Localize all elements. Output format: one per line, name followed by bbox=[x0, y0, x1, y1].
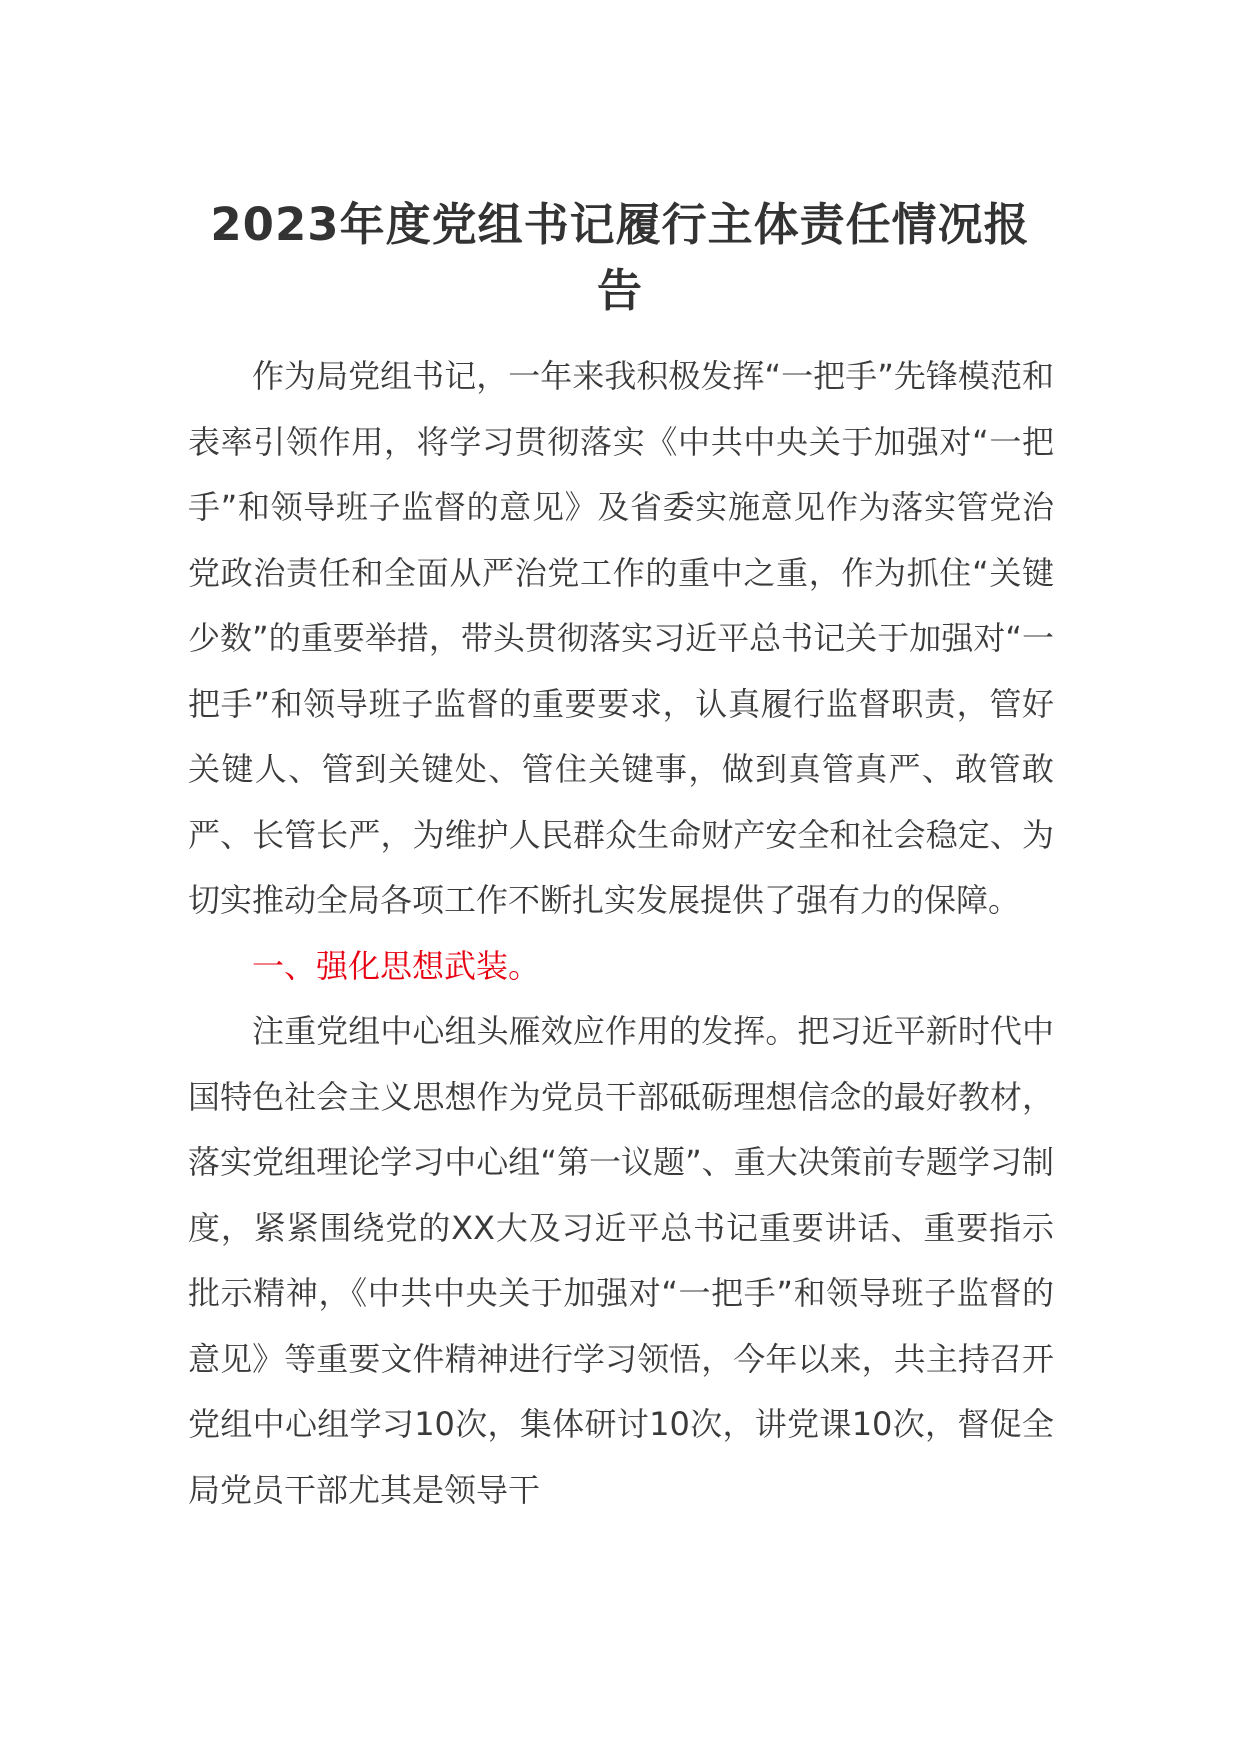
intro-paragraph: 作为局党组书记，一年来我积极发挥“一把手”先锋模范和表率引领作用，将学习贯彻落实《中共中央关于加强对“一把手”和领导班子监督的意见》及省委实施意见作为落实管党治党政治责任和全面从严治党工作的重中之重，作为抓住“关键少数”的重要举措，带头贯彻落实习近平总书记关于加强对“一把手”和领导班子监督的重要要求，认真履行监督职责，管好关键人、管到关键处、管住关键事，做到真管真严、敢管敢严、长管长严，为维护人民群众生命财产安全和社会稳定、为切实推动全局各项工作不断扎实发展提供了强有力的保障。 bbox=[188, 357, 1054, 919]
document-title: 2023年度党组书记履行主体责任情况报告 bbox=[210, 198, 1030, 317]
document-body bbox=[188, 344, 1054, 1523]
section-heading-1: 一、强化思想武装。 bbox=[252, 946, 541, 985]
section-1-paragraph: 注重党组中心组头雁效应作用的发挥。把习近平新时代中国特色社会主义思想作为党员干部砥砺理想信念的最好教材，落实党组理论学习中心组“第一议题”、重大决策前专题学习制度，紧紧围绕党的XX大及习近平总书记重要讲话、重要指示批示精神，《中共中央关于加强对“一把手”和领导班子监督的意见》等重要文件精神进行学习领悟，今年以来，共主持召开党组中心组学习10次，集体研讨10次，讲党课10次，督促全局党员干部尤其是领导干 bbox=[188, 1012, 1054, 1509]
